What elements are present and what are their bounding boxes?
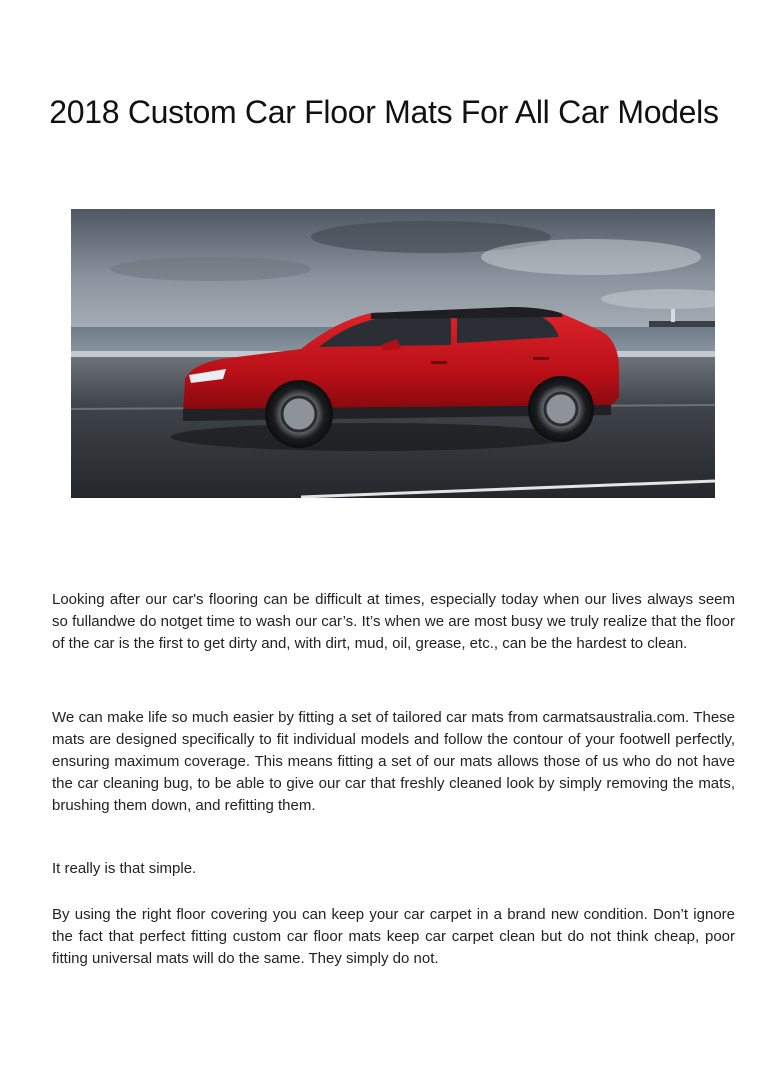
car-photo-illustration: [71, 209, 715, 498]
page-title: 2018 Custom Car Floor Mats For All Car Models: [49, 94, 719, 130]
intro-paragraph: Looking after our car's flooring can be difficult at times, especially today when our lives always seem so fullandwe do notget time to wash our car’s. It’s when we are most busy we truly realize that the floor of the car is the first to get dirty and, with dirt, mud, oil, grease, etc., can be the hardest to clean.: [52, 591, 735, 652]
hero-car-image: [71, 209, 715, 498]
tailored-mats-paragraph: We can make life so much easier by fitting a set of tailored car mats from carmatsaustralia.com. These mats are designed specifically to fit individual models and follow the contour of your footwell perfectly, ensuring maximum coverage. This means fitting a set of our mats allows those of us who do not have the car cleaning bug, to be able to give our car that freshly cleaned look by simply removing the mats, brushing them down, and refitting them.: [52, 709, 735, 814]
floor-covering-paragraph: By using the right floor covering you can keep your car carpet in a brand new condition. Don’t ignore the fact that perfect fitting custom car floor mats keep car carpet clean but do not think cheap, poor fitting universal mats will do the same. They simply do not.: [52, 906, 735, 967]
simple-paragraph: It really is that simple.: [52, 860, 197, 877]
